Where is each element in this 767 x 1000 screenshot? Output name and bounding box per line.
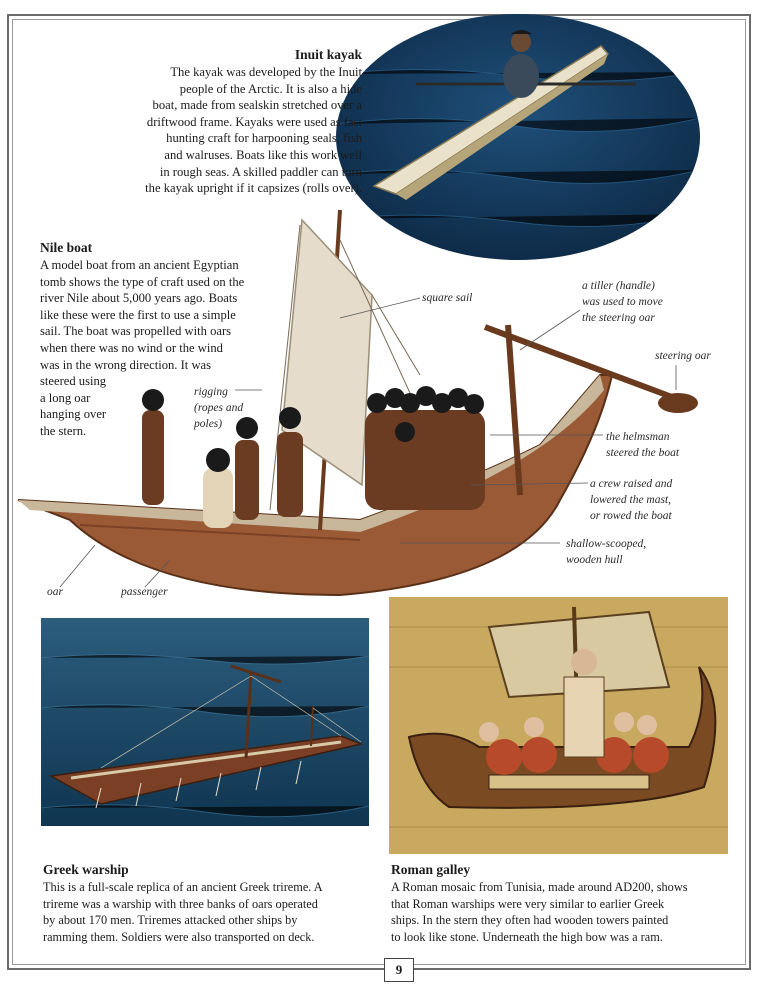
text-line: A model boat from an ancient Egyptian: [40, 258, 239, 272]
label-rigging: rigging (ropes and poles): [194, 386, 244, 430]
roman-title: Roman galley: [391, 862, 471, 877]
text-line: the stern.: [40, 423, 87, 438]
label-square-sail: square sail: [422, 292, 473, 304]
text-line: The kayak was developed by the Inuit: [170, 65, 362, 79]
text-line: in rough seas. A skilled paddler can turn: [159, 164, 362, 179]
label-oar: oar: [47, 586, 63, 598]
text-line: driftwood frame. Kayaks were used as fast: [146, 114, 362, 129]
text-line: river Nile about 5,000 years ago. Boats: [40, 291, 238, 306]
greek-section: [43, 862, 383, 945]
text-line: sail. The boat was propelled with oars: [40, 324, 232, 339]
page-number: 9: [384, 958, 414, 982]
label-steering-oar: steering oar: [655, 350, 711, 362]
text-line: to look like stone. Underneath the high bow was a ram.: [391, 929, 663, 944]
text-line: people of the Arctic. It is also a hide: [179, 81, 362, 96]
label-tiller: a tiller (handle) was used to move the steering oar: [582, 280, 663, 324]
text-line: like these were the first to use a simple: [40, 307, 236, 322]
roman-section: [391, 862, 736, 945]
text-line: tomb shows the type of craft used on the: [40, 274, 245, 289]
text-line: boat, made from sealskin stretched over a: [152, 98, 362, 113]
kayak-title: Inuit kayak: [294, 47, 362, 62]
text-line: steered using: [40, 374, 107, 389]
text-line: hanging over: [40, 407, 107, 422]
footer-rule: [10, 969, 747, 970]
nile-section: [40, 240, 290, 440]
text-line: the kayak upright if it capsizes (rolls over).: [145, 181, 362, 196]
text-line: ships. In the stern they often had wooden towers painted: [391, 913, 669, 928]
nile-title: Nile boat: [40, 240, 93, 255]
text-line: trireme was a warship with three banks of oars operated: [43, 896, 318, 911]
text-line: was in the wrong direction. It was: [40, 357, 212, 372]
label-helmsman: the helmsman steered the boat: [606, 431, 680, 459]
label-passenger: passenger: [121, 586, 168, 598]
greek-warship-photo: [41, 618, 369, 826]
text-line: hunting craft for harpooning seals, fish: [166, 131, 362, 146]
label-hull: shallow-scooped, wooden hull: [566, 538, 647, 566]
text-line: that Roman warships were very similar to earlier Greek: [391, 896, 665, 911]
kayak-section: [120, 47, 362, 197]
text-line: by about 170 men. Triremes attacked other ships by: [43, 913, 298, 928]
label-crew: a crew raised and lowered the mast, or rowed the boat: [590, 478, 673, 522]
text-line: This is a full-scale replica of an ancient Greek trireme. A: [43, 880, 323, 894]
text-line: a long oar: [40, 390, 91, 405]
text-line: and walruses. Boats like this work well: [164, 147, 362, 162]
text-line: when there was no wind or the wind: [40, 340, 223, 355]
text-line: A Roman mosaic from Tunisia, made around AD200, shows: [391, 880, 688, 894]
roman-galley-mosaic: [389, 597, 728, 854]
text-line: ramming them. Soldiers were also transported on deck.: [43, 929, 315, 944]
greek-title: Greek warship: [43, 862, 129, 877]
